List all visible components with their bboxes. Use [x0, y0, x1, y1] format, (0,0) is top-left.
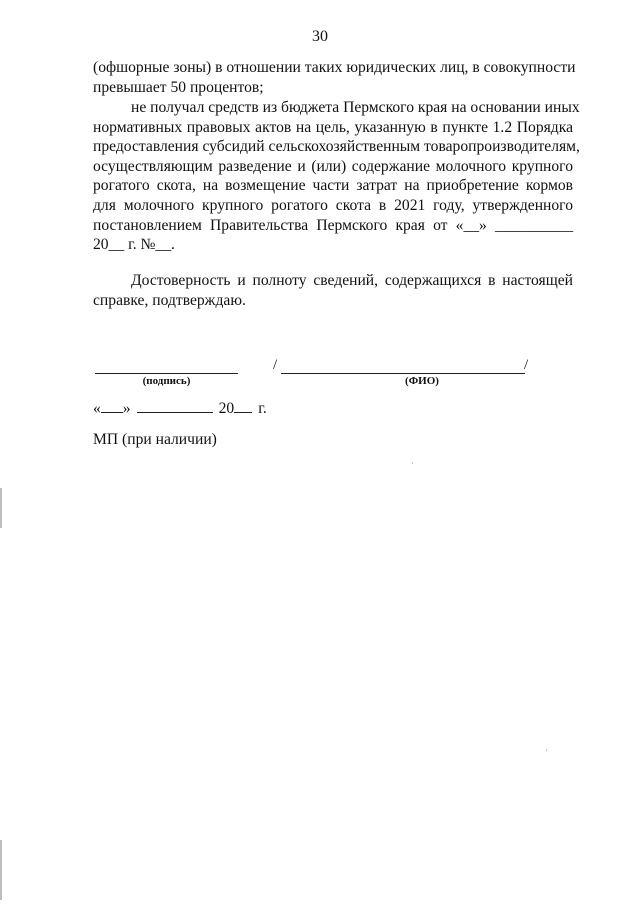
- paragraph-budget-funds: [93, 98, 580, 255]
- text-line: превышает 50 процентов;: [93, 78, 264, 96]
- day-blank: [101, 398, 123, 413]
- paragraph-confirmation: [93, 271, 573, 310]
- page-number: 30: [312, 28, 328, 45]
- stamp-note: МП (при наличии): [93, 431, 217, 448]
- text-line: 20__ г. №__.: [93, 236, 175, 254]
- date-close-quote: »: [122, 400, 131, 417]
- text-line: (офшорные зоны) в отношении таких юридических лиц, в совокупности: [93, 59, 576, 76]
- name-caption: (ФИО): [405, 375, 439, 387]
- text-line: предоставления субсидий сельскохозяйственным товаропроизводителям,: [93, 138, 580, 156]
- year-prefix: 20: [218, 400, 235, 417]
- signature-line: [95, 373, 238, 374]
- date-open-quote: «: [93, 400, 101, 417]
- text-line: нормативных правовых актов на цель, указанную в пункте 1.2 Порядка: [93, 118, 573, 136]
- scan-edge-mark: [0, 488, 2, 528]
- name-slash-open: /: [273, 357, 278, 373]
- text-line: рогатого скота, на возмещение части затрат на приобретение кормов: [93, 177, 573, 195]
- signature-caption: (подпись): [142, 375, 191, 387]
- date-row: [93, 398, 267, 418]
- scan-speck: [412, 462, 413, 464]
- year-blank: [234, 398, 252, 413]
- month-blank: [137, 398, 213, 413]
- name-line: [281, 373, 525, 374]
- text-line: не получал средств из бюджета Пермского края на основании иных: [131, 99, 580, 116]
- year-suffix: г.: [258, 400, 267, 417]
- paragraph-offshore: [93, 58, 576, 97]
- text-line: постановлением Правительства Пермского края от «__» __________: [93, 216, 573, 234]
- text-line: Достоверность и полноту сведений, содержащихся в настоящей: [131, 272, 573, 289]
- name-slash-close: /: [524, 357, 529, 373]
- text-line: осуществляющим разведение и (или) содержание молочного крупного: [93, 157, 573, 175]
- text-line: справке, подтверждаю.: [93, 291, 246, 309]
- scan-speck: [546, 749, 547, 751]
- text-line: для молочного крупного рогатого скота в 2021 году, утвержденного: [93, 196, 573, 214]
- scan-edge-mark: [0, 840, 2, 900]
